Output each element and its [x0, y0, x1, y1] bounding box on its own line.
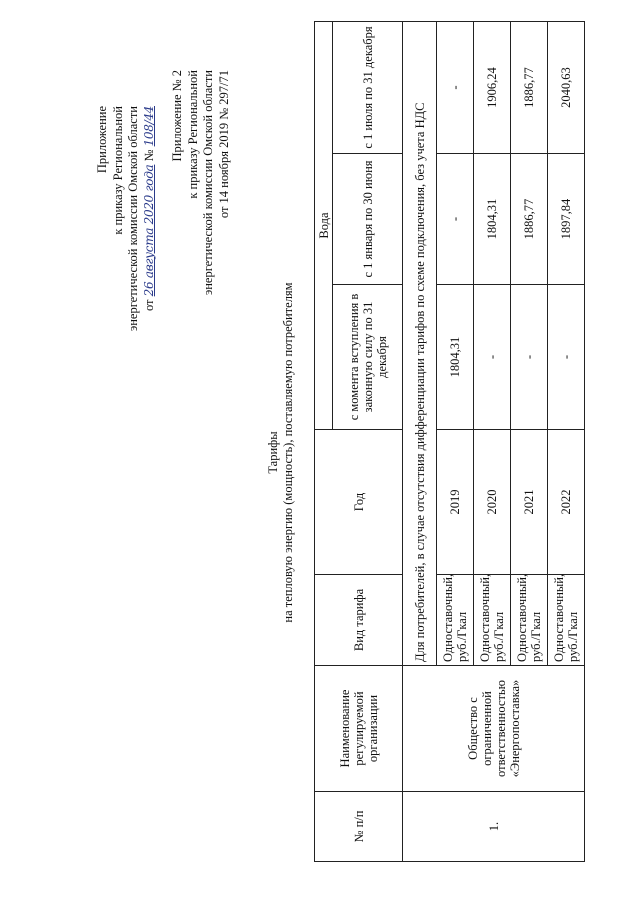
header-year: Год [315, 430, 403, 575]
section-label: Для потребителей, в случае отсутствия дифференциации тарифов по схеме подключения, без учета НДС [403, 22, 437, 666]
appendix-commission: энергетической комиссии Омской области [126, 106, 140, 332]
organization-name: Общество с ограниченной ответственностью «Энергопоставка» [403, 666, 585, 792]
header-water: Вода [315, 22, 333, 430]
appendix-header [95, 106, 157, 905]
tariff-kind-cell: Одноставочный, руб./Гкал [511, 575, 548, 666]
appendix-date-line [142, 106, 158, 905]
appendix2-commission: энергетической комиссии Омской области [201, 70, 215, 296]
date-prefix: от [141, 299, 156, 312]
table-header-row [315, 22, 333, 862]
appendix2-order-ref: к приказу Региональной [185, 70, 200, 199]
value-cell: - [474, 285, 511, 430]
section-row [403, 22, 437, 862]
appendix-title: Приложение [95, 106, 109, 174]
header-period-2: с 1 января по 30 июня [333, 154, 403, 285]
appendix2-date-line: от 14 ноября 2019 № 297/71 [216, 70, 231, 219]
value-cell: 1886,77 [511, 22, 548, 154]
handwritten-number: 108/44 [141, 106, 156, 147]
year-cell: 2021 [511, 430, 548, 575]
tariff-kind-cell: Одноставочный, руб./Гкал [437, 575, 474, 666]
value-cell: 1804,31 [474, 154, 511, 285]
tariff-kind-cell: Одноставочный, руб./Гкал [548, 575, 585, 666]
header-tariff-kind: Вид тарифа [315, 575, 403, 666]
header-organization: Наименование регулируемой организации [315, 666, 403, 792]
value-cell: 1906,24 [474, 22, 511, 154]
handwritten-date: 26 августа 2020 года [141, 164, 156, 297]
year-cell: 2022 [548, 430, 585, 575]
number-label: № [141, 149, 156, 162]
value-cell: 1897,84 [548, 154, 585, 285]
header-period-3: с 1 июля по 31 декабря [333, 22, 403, 154]
value-cell: 1804,31 [437, 285, 474, 430]
appendix-order-ref: к приказу Региональной [110, 106, 125, 235]
title-sub: на тепловую энергию (мощность), поставляемую потребителям [281, 282, 295, 623]
row-number: 1. [403, 792, 585, 862]
year-cell: 2019 [437, 430, 474, 575]
value-cell: - [437, 22, 474, 154]
title-main: Тарифы [266, 431, 280, 474]
value-cell: - [511, 285, 548, 430]
header-period-1: с момента вступления в законную силу по 31 декабря [333, 285, 403, 430]
value-cell: 2040,63 [548, 22, 585, 154]
appendix2-header [170, 70, 232, 905]
year-cell: 2020 [474, 430, 511, 575]
tariff-kind-cell: Одноставочный, руб./Гкал [474, 575, 511, 666]
tariff-table [314, 21, 585, 862]
value-cell: 1886,77 [511, 154, 548, 285]
header-number: № п/п [315, 792, 403, 862]
value-cell: - [548, 285, 585, 430]
document-title [266, 0, 296, 905]
appendix2-title: Приложение № 2 [170, 70, 184, 162]
value-cell: - [437, 154, 474, 285]
